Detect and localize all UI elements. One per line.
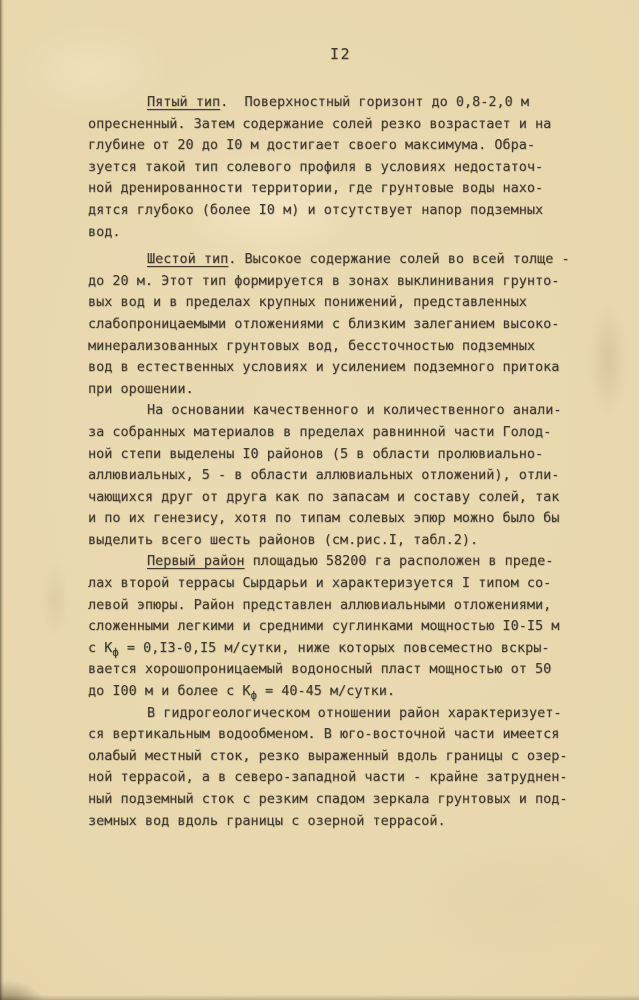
underlined-heading: Пятый тип — [147, 94, 221, 110]
text-segment: = 0,I3-0,I5 м/сутки, ниже которых повсеместно вскры- — [118, 639, 550, 656]
text-segment: чающихся друг от друга как по запасам и составу солей, так — [88, 488, 560, 505]
paragraph-sixth-type — [88, 249, 588, 400]
text-segment: минерализованных грунтовых вод, бессточностью подземных — [88, 337, 536, 354]
text-line — [88, 508, 588, 530]
text-segment: . Поверхностный горизонт до 0,8-2,0 м — [220, 94, 530, 110]
text-line — [88, 114, 588, 136]
text-segment: глубине от 20 до I0 м достигает своего максимума. Обра- — [88, 137, 536, 154]
text-line — [88, 357, 588, 379]
text-block — [88, 92, 588, 832]
paper-smudge — [0, 980, 46, 1000]
text-segment: ный подземный сток с резким спадом зеркала грунтовых и под- — [88, 791, 568, 807]
text-line — [88, 444, 588, 466]
text-line — [88, 135, 588, 157]
text-line — [88, 200, 588, 222]
text-segment: слабопроницаемыми отложениями с близким залеганием высоко- — [88, 315, 560, 332]
text-segment: В гидрогеологическом отношении район характеризует- — [147, 704, 562, 721]
text-segment: левой эпюры. Район представлен аллювиальными отложениями, — [88, 596, 552, 613]
text-line — [88, 400, 588, 422]
text-line — [88, 767, 588, 789]
text-line — [88, 681, 588, 703]
text-line — [88, 178, 588, 200]
paragraph-hydrogeology — [88, 703, 588, 833]
text-segment: и по их генезису, хотя по типам солевых эпюр можно было бы — [88, 510, 560, 527]
text-segment: ной террасой, а в северо-западной части - крайне затруднен- — [88, 769, 568, 786]
text-segment: опресненный. Затем содержание солей резко возрастает и на — [88, 115, 552, 132]
text-line — [88, 616, 588, 638]
text-line — [88, 157, 588, 179]
text-line — [88, 292, 588, 314]
text-line — [88, 249, 588, 271]
paragraph-first-district — [88, 551, 588, 702]
text-segment: аллювиальных, 5 - в области аллювиальных отложений), отли- — [88, 467, 560, 484]
text-line — [88, 573, 588, 595]
text-line — [88, 638, 588, 660]
text-line — [88, 551, 588, 573]
text-segment: площадью 58200 га расположен в преде- — [244, 553, 554, 570]
text-segment: лах второй террасы Сырдарьи и характеризуется I типом со- — [88, 575, 552, 592]
text-segment: дятся глубоко (более I0 м) и отсутствует напор подземных — [88, 201, 544, 218]
text-line — [88, 789, 588, 811]
text-segment: вых вод и в пределах крупных понижений, представленных — [88, 294, 527, 311]
paper-stain — [588, 300, 628, 420]
text-line — [88, 379, 588, 401]
text-line — [88, 92, 588, 114]
text-line — [88, 530, 588, 552]
page-edge-shadow-bottom — [0, 995, 639, 1000]
paragraph-districts-overview — [88, 400, 588, 551]
text-line — [88, 659, 588, 681]
text-line — [88, 746, 588, 768]
text-segment: за собранных материалов в пределах равнинной части Голод- — [88, 423, 552, 440]
text-segment: вод в естественных условиях и усилением подземного притока — [88, 359, 560, 376]
text-segment: земных вод вдоль границы с озерной террасой. — [88, 812, 446, 829]
paper-stain — [40, 560, 70, 640]
text-segment: до 20 м. Этот тип формируется в зонах выклинивания грунто- — [88, 272, 560, 289]
underlined-heading: Шестой тип — [147, 251, 229, 268]
text-segment: ной степи выделены I0 районов (5 в области пролювиально- — [88, 445, 544, 462]
text-segment: зуется такой тип солевого профиля в условиях недостаточ- — [88, 158, 544, 175]
text-segment: ной дренированности территории, где грунтовые воды нахо- — [88, 180, 544, 197]
underlined-heading: Первый район — [147, 553, 245, 570]
text-line — [88, 465, 588, 487]
text-line — [88, 811, 588, 833]
paragraph-fifth-type — [88, 92, 588, 243]
text-segment: с К — [88, 639, 113, 656]
text-segment: вод. — [88, 223, 121, 240]
text-line — [88, 336, 588, 358]
text-line — [88, 422, 588, 444]
text-line — [88, 703, 588, 725]
text-segment: ся вертикальным водообменом. В юго-восточной части имеется — [88, 726, 560, 743]
text-line — [88, 487, 588, 509]
text-segment: до I00 м и более с К — [88, 683, 251, 700]
text-line — [88, 595, 588, 617]
text-segment: вается хорошопроницаемый водоносный пласт мощностью от 50 — [88, 661, 552, 678]
text-segment: сложенными легкими и средними суглинками мощностью I0-I5 м — [88, 618, 560, 635]
text-line — [88, 724, 588, 746]
page-edge-shadow-left — [0, 0, 4, 1000]
text-line — [88, 222, 588, 244]
text-segment: . Высокое содержание солей во всей толще - — [228, 251, 570, 268]
text-segment: при орошении. — [88, 380, 194, 397]
text-segment: = 40-45 м/сутки. — [256, 683, 396, 700]
page-number: I2 — [330, 45, 352, 63]
text-segment: На основании качественного и количественного анали- — [147, 402, 562, 419]
subscript: ф — [250, 690, 257, 703]
text-line — [88, 271, 588, 293]
text-line — [88, 314, 588, 336]
text-segment: выделить всего шесть районов (см.рис.I, табл.2). — [88, 531, 479, 548]
subscript: ф — [112, 646, 119, 659]
text-segment: олабый местный сток, резко выраженный вдоль границы с озер- — [88, 747, 568, 764]
